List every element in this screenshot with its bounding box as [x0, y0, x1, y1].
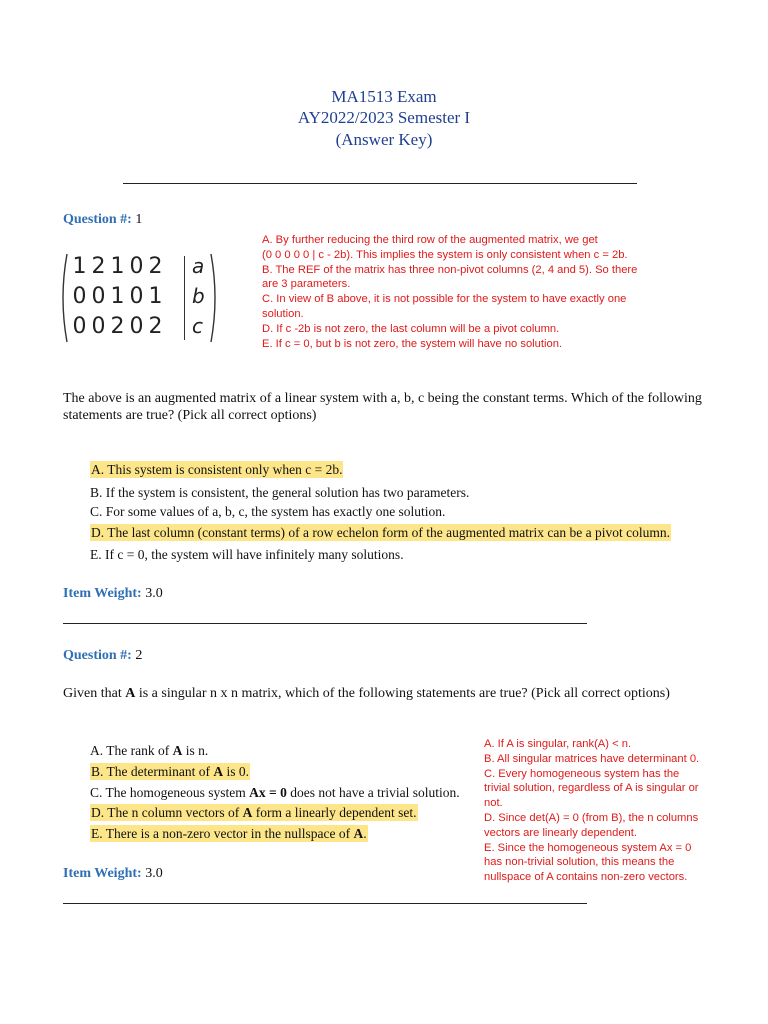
note-line: B. The REF of the matrix has three non-pivot columns (2, 4 and 5). So there [262, 263, 638, 276]
option-text: is 0. [223, 764, 249, 779]
note-line: trivial solution, regardless of A is singular or [484, 782, 699, 795]
matrix-entry: 2 [148, 314, 163, 339]
matrix-entry: 0 [91, 314, 106, 339]
matrix-entry: 1 [72, 254, 87, 279]
option-bold: A [353, 826, 364, 841]
right-parenthesis [210, 252, 220, 344]
option-text: A. The rank of [90, 743, 173, 758]
option-text: C. For some values of a, b, c, the system has exactly one solution. [90, 504, 446, 519]
matrix-constant-b: b [192, 284, 205, 308]
q2-option-a[interactable] [90, 742, 208, 759]
matrix-entry: 2 [91, 254, 106, 279]
note-line: nullspace of A contains non-zero vectors. [484, 871, 688, 884]
option-text: B. The determinant of [91, 764, 214, 779]
matrix-row [70, 252, 165, 282]
q1-option-a[interactable] [90, 461, 343, 478]
matrix-entry: 0 [129, 254, 144, 279]
stem-text: Given that [63, 686, 126, 701]
matrix-entry: 1 [110, 284, 125, 309]
matrix-row [70, 282, 165, 312]
question-2-number: 2 [135, 648, 143, 663]
matrix-entry: 0 [72, 314, 87, 339]
matrix-entry: 2 [148, 254, 163, 279]
option-bold: A [213, 764, 224, 779]
question-1-weight [63, 586, 163, 602]
question-2-weight [63, 866, 163, 882]
q2-option-e[interactable] [90, 825, 368, 842]
weight-label: Item Weight: [63, 866, 142, 881]
weight-value: 3.0 [145, 866, 163, 881]
note-line: not. [484, 797, 503, 810]
option-text: A. This system is consistent only when c = 2b. [91, 462, 343, 477]
option-text: is n. [182, 743, 209, 758]
option-text: . [363, 826, 367, 841]
question-1-stem [63, 390, 743, 424]
semester-title: AY2022/2023 Semester I [297, 108, 471, 127]
matrix-entry: 1 [110, 254, 125, 279]
q2-option-b[interactable] [90, 763, 250, 780]
stem-bold: A [125, 686, 136, 701]
question-1-number: 1 [135, 212, 143, 227]
question-1-answer-notes [262, 233, 702, 351]
note-line: E. Since the homogeneous system Ax = 0 [484, 841, 692, 854]
q1-option-b[interactable] [90, 484, 469, 501]
note-line: A. If A is singular, rank(A) < n. [484, 738, 632, 750]
question-2-stem [63, 685, 670, 702]
stem-line: The above is an augmented matrix of a linear system with a, b, c being the constant terms. Which of the following [63, 391, 702, 406]
matrix-entry: 0 [91, 284, 106, 309]
matrix-entry: 0 [72, 284, 87, 309]
note-line: E. If c = 0, but b is not zero, the system will have no solution. [262, 337, 563, 350]
option-text: B. If the system is consistent, the general solution has two parameters. [90, 485, 470, 500]
option-bold: Ax = 0 [249, 785, 287, 800]
q1-option-e[interactable] [90, 546, 404, 563]
matrix-entry: 0 [129, 314, 144, 339]
question-2-answer-notes [484, 737, 744, 885]
question-2-heading: Question #: [63, 648, 132, 663]
matrix-constant-c: c [192, 314, 203, 338]
question-2-label [63, 648, 142, 664]
note-line: D. If c -2b is not zero, the last column will be a pivot column. [262, 322, 560, 335]
stem-text: is a singular n x n matrix, which of the following statements are true? (Pick all correct options) [135, 686, 670, 701]
note-line: B. All singular matrices have determinant 0. [484, 752, 700, 765]
option-bold: A [242, 805, 253, 820]
question-1-label [63, 212, 142, 228]
weight-label: Item Weight: [63, 586, 142, 601]
note-line: D. Since det(A) = 0 (from B), the n columns [484, 811, 699, 824]
note-line: has non-trivial solution, this means the [484, 856, 675, 869]
answer-key-title: (Answer Key) [335, 130, 433, 149]
note-line: are 3 parameters. [262, 278, 351, 291]
q2-option-d[interactable] [90, 804, 418, 821]
matrix-constant-a: a [192, 254, 205, 278]
option-text: E. If c = 0, the system will have infinitely many solutions. [90, 547, 404, 562]
note-line: solution. [262, 307, 304, 320]
question-1-divider [63, 623, 587, 624]
note-line: A. By further reducing the third row of the augmented matrix, we get [262, 234, 598, 246]
question-2-divider [63, 903, 587, 904]
exam-title: MA1513 Exam [331, 87, 437, 106]
option-text: form a linearly dependent set. [252, 805, 417, 820]
option-text: C. The homogeneous system [90, 785, 250, 800]
weight-value: 3.0 [145, 586, 163, 601]
note-line: C. Every homogeneous system has the [484, 767, 680, 780]
augment-bar [184, 256, 185, 340]
option-text: D. The last column (constant terms) of a row echelon form of the augmented matrix can be a pivot column. [91, 525, 670, 540]
question-1-heading: Question #: [63, 212, 132, 227]
matrix-entry: 1 [148, 284, 163, 309]
header-divider [123, 183, 637, 184]
q2-option-c[interactable] [90, 784, 460, 801]
note-line: (0 0 0 0 0 | c - 2b). This implies the system is only consistent when c = 2b. [262, 248, 628, 261]
matrix-row [70, 312, 165, 342]
matrix-entry: 0 [129, 284, 144, 309]
option-text: does not have a trivial solution. [286, 785, 460, 800]
note-line: vectors are linearly dependent. [484, 826, 637, 839]
note-line: C. In view of B above, it is not possible for the system to have exactly one [262, 293, 627, 306]
q1-option-c[interactable] [90, 503, 445, 520]
option-text: D. The n column vectors of [91, 805, 243, 820]
matrix-entry: 2 [110, 314, 125, 339]
option-text: E. There is a non-zero vector in the nullspace of [91, 826, 354, 841]
left-parenthesis [58, 252, 68, 344]
q1-option-d[interactable] [90, 524, 671, 541]
option-bold: A [172, 743, 183, 758]
augmented-matrix [58, 252, 228, 344]
stem-line: statements are true? (Pick all correct options) [63, 408, 317, 423]
